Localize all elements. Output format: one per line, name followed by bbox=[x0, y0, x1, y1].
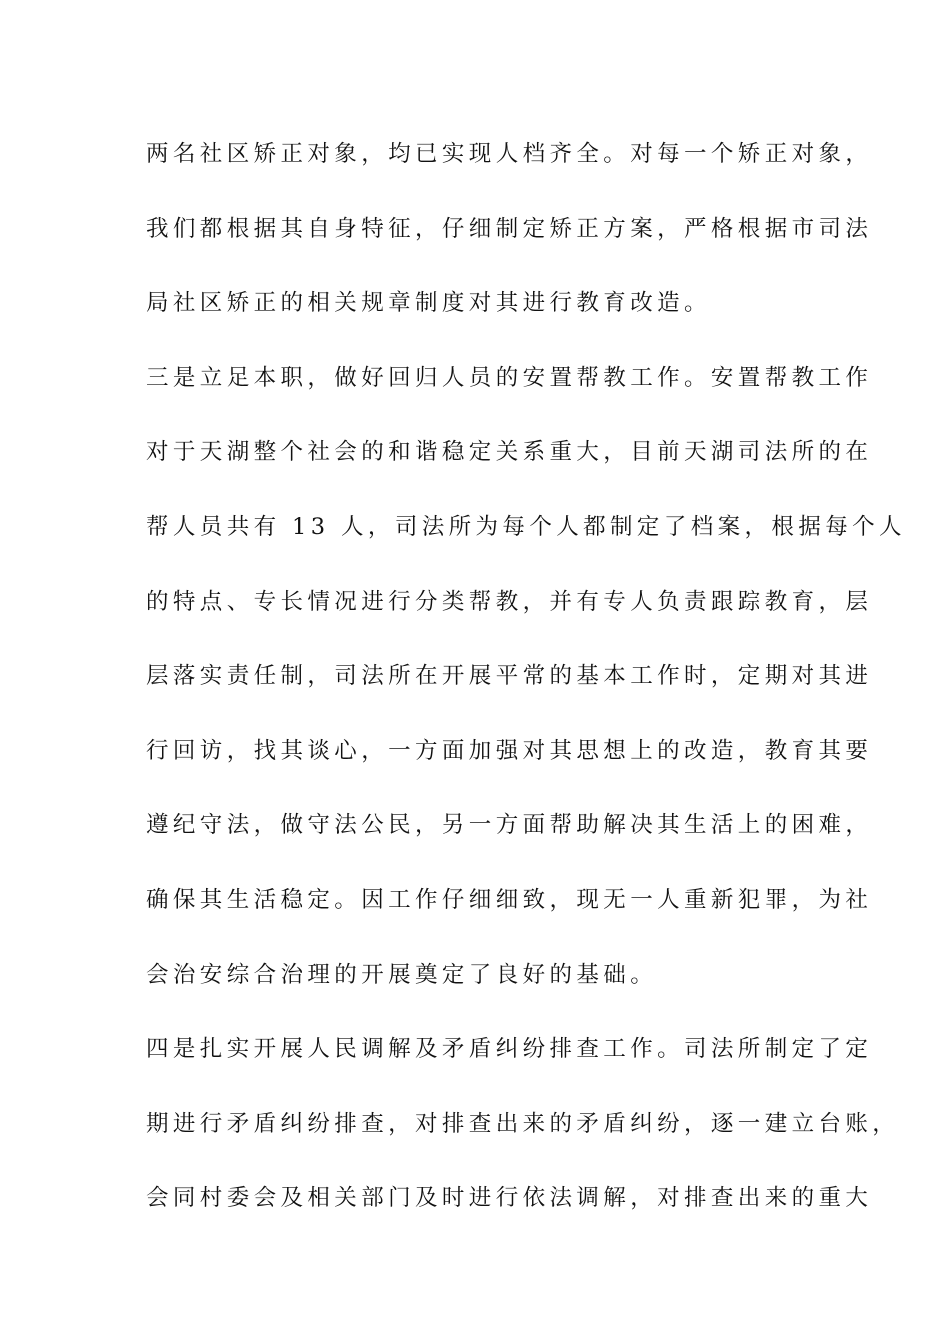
text-line: 行回访，找其谈心，一方面加强对其思想上的改造，教育其要 bbox=[146, 737, 873, 764]
text-line: 我们都根据其自身特征，仔细制定矫正方案，严格根据市司法 bbox=[146, 215, 873, 242]
body-text bbox=[146, 128, 906, 1247]
text-line: 帮人员共有 13 人，司法所为每个人都制定了档案，根据每个人 bbox=[146, 513, 906, 540]
text-line: 的特点、专长情况进行分类帮教，并有专人负责跟踪教育，层 bbox=[146, 588, 873, 615]
text-line: 局社区矫正的相关规章制度对其进行教育改造。 bbox=[146, 290, 711, 317]
text-line: 层落实责任制，司法所在开展平常的基本工作时，定期对其进 bbox=[146, 663, 873, 690]
text-line: 确保其生活稳定。因工作仔细细致，现无一人重新犯罪，为社 bbox=[146, 886, 873, 913]
text-line: 期进行矛盾纠纷排查，对排查出来的矛盾纠纷，逐一建立台账， bbox=[146, 1110, 900, 1137]
text-line: 会同村委会及相关部门及时进行依法调解，对排查出来的重大 bbox=[146, 1185, 873, 1212]
text-line: 四是扎实开展人民调解及矛盾纠纷排查工作。司法所制定了定 bbox=[146, 1036, 873, 1063]
text-line: 两名社区矫正对象，均已实现人档齐全。对每一个矫正对象， bbox=[146, 141, 873, 167]
text-line: 对于天湖整个社会的和谐稳定关系重大，目前天湖司法所的在 bbox=[146, 439, 873, 466]
text-line: 三是立足本职，做好回归人员的安置帮教工作。安置帮教工作 bbox=[146, 364, 873, 391]
text-line: 遵纪守法，做守法公民，另一方面帮助解决其生活上的困难， bbox=[146, 812, 873, 839]
text-line: 会治安综合治理的开展奠定了良好的基础。 bbox=[146, 961, 658, 988]
